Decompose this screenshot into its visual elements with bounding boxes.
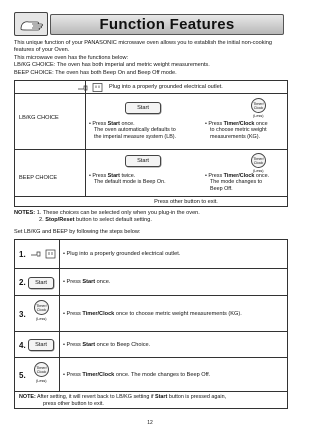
less-label: (Less) <box>253 114 264 118</box>
beep-row <box>15 150 287 197</box>
lbkg-row <box>15 94 287 150</box>
step-text: • Press Timer/Clock once to choose metric weight measurements (KG). <box>63 311 242 317</box>
plug-outlet-icon <box>30 249 58 259</box>
step-text: • Press Timer/Clock once. The mode changes to Beep Off. <box>63 372 211 378</box>
step-row <box>15 358 287 392</box>
clock-label: Clock <box>253 106 264 110</box>
page-number: 12 <box>147 420 153 426</box>
note-2: 2. Stop/Reset button to select default setting. <box>39 217 152 223</box>
clock-label: Clock <box>36 370 47 374</box>
clock-label: Clock <box>253 161 264 165</box>
timer-clock-dial[interactable] <box>34 362 49 377</box>
column-divider <box>59 332 60 357</box>
beep-label: BEEP CHOICE <box>19 175 58 181</box>
timer-label: Timer/ <box>36 365 47 370</box>
step-number: 2. <box>19 278 26 287</box>
step-row <box>15 240 287 269</box>
step-row <box>15 269 287 296</box>
hand-pointing-icon <box>14 12 48 36</box>
timer-clock-dial[interactable] <box>251 98 266 113</box>
timer-label: Timer/ <box>253 156 264 161</box>
notes-label: NOTES: <box>14 210 36 216</box>
less-label: (Less) <box>36 379 47 383</box>
timer-clock-dial[interactable] <box>34 300 49 315</box>
intro-line: BEEP CHOICE: The oven has both Beep On and Beep Off mode. <box>14 69 177 76</box>
start-button[interactable]: Start <box>125 102 161 114</box>
step-number: 5. <box>19 371 26 380</box>
beep-timer-desc: • Press Timer/Clock once. The mode changes to Beep Off. <box>205 173 270 192</box>
column-divider <box>59 269 60 295</box>
beep-start-desc: • Press Start twice. The default mode is Beep On. <box>89 173 166 186</box>
plug-outlet-icon <box>77 83 105 92</box>
step-number: 3. <box>19 310 26 319</box>
step-number: 1. <box>19 250 26 259</box>
plug-row <box>15 81 287 94</box>
steps-table <box>14 239 288 409</box>
lbkg-start-desc: • Press Start once. The oven automatically defaults to the imperial measure system (LB). <box>89 121 177 140</box>
timer-label: Timer/ <box>36 303 47 308</box>
less-label: (Less) <box>253 169 264 173</box>
intro-line: This microwave oven has the functions below: <box>14 54 129 61</box>
start-button[interactable]: Start <box>28 277 54 289</box>
column-divider <box>59 358 60 391</box>
intro-text <box>14 40 288 77</box>
notes-block <box>14 210 288 224</box>
clock-label: Clock <box>36 308 47 312</box>
step-row <box>15 296 287 332</box>
intro-line: This unique function of your PANASONIC microwave oven allows you to establish the initial non-cooking features of your Oven. <box>14 40 272 54</box>
step-text: • Plug into a properly grounded electrical outlet. <box>63 251 181 257</box>
lbkg-timer-desc: • Press Timer/Clock once to choose metric weight measurements (KG). <box>205 121 268 140</box>
feature-table <box>14 80 288 207</box>
steps-intro: Set LB/KG and BEEP by following the steps below: <box>14 229 141 235</box>
step-number: 4. <box>19 341 26 350</box>
column-divider <box>59 296 60 331</box>
timer-clock-dial[interactable] <box>251 153 266 168</box>
steps-note: NOTE: After setting, it will revert back to LB/KG setting if Start button is pressed again, press other button to exit. <box>19 394 227 407</box>
plug-instruction: Plug into a properly grounded electrical outlet. <box>109 84 223 90</box>
start-button[interactable]: Start <box>125 155 161 167</box>
less-label: (Less) <box>36 317 47 321</box>
note-1: 1. These choices can be selected only when you plug-in the oven. <box>35 210 200 216</box>
step-row <box>15 332 287 358</box>
intro-line: LB/KG CHOICE: The oven has both imperial and metric weight measurements. <box>14 62 210 69</box>
column-divider <box>59 240 60 268</box>
timer-label: Timer/ <box>253 101 264 106</box>
step-text: • Press Start once. <box>63 279 111 285</box>
exit-instruction: Press other button to exit. <box>154 199 218 205</box>
lbkg-label: LB/KG CHOICE <box>19 115 59 121</box>
start-button[interactable]: Start <box>28 339 54 351</box>
page-header <box>14 12 284 36</box>
page-title: Function Features <box>50 14 284 35</box>
step-text: • Press Start once to Beep Choice. <box>63 342 151 348</box>
